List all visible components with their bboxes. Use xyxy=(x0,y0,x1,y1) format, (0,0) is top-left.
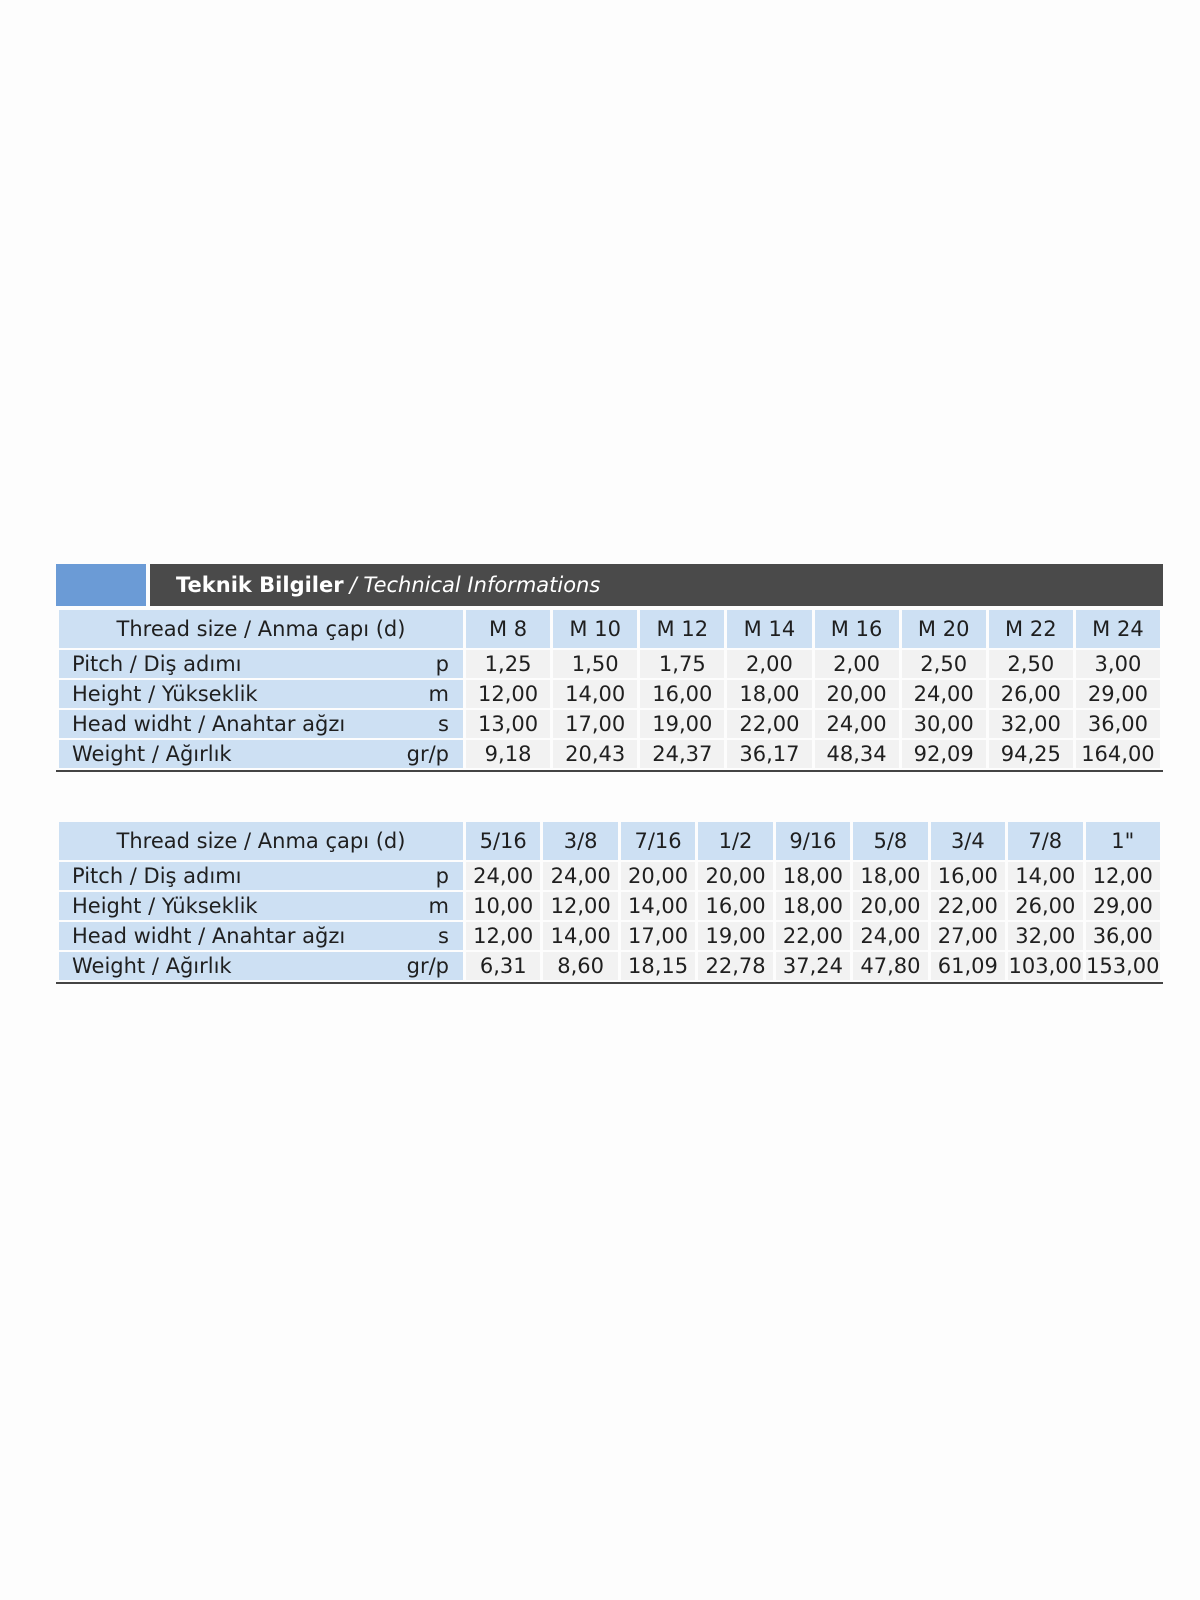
table-row xyxy=(59,922,1160,950)
row-symbol: s xyxy=(438,924,449,948)
value-cell: 2,50 xyxy=(902,650,986,678)
value-cell: 61,09 xyxy=(931,952,1005,980)
value-cell: 22,00 xyxy=(931,892,1005,920)
row-symbol: s xyxy=(438,712,449,736)
thread-size-cell: 3/4 xyxy=(931,822,1005,860)
thread-size-cell: 1" xyxy=(1086,822,1161,860)
value-cell: 6,31 xyxy=(466,952,540,980)
thread-size-label: Thread size / Anma çapı (d) xyxy=(59,610,463,648)
row-label: Weight / Ağırlık xyxy=(72,954,232,978)
value-cell: 164,00 xyxy=(1076,740,1160,768)
header-title-tr: Teknik Bilgiler xyxy=(176,573,344,597)
table-row xyxy=(59,892,1160,920)
row-label-cell xyxy=(59,650,463,678)
section-header xyxy=(56,564,1163,606)
value-cell: 92,09 xyxy=(902,740,986,768)
thread-size-cell: M 22 xyxy=(989,610,1073,648)
row-symbol: p xyxy=(435,652,449,676)
value-cell: 14,00 xyxy=(553,680,637,708)
value-cell: 2,00 xyxy=(815,650,899,678)
row-label: Head widht / Anahtar ağzı xyxy=(72,924,346,948)
value-cell: 3,00 xyxy=(1076,650,1160,678)
value-cell: 20,43 xyxy=(553,740,637,768)
thread-size-cell: M 14 xyxy=(727,610,811,648)
value-cell: 94,25 xyxy=(989,740,1073,768)
value-cell: 14,00 xyxy=(621,892,695,920)
header-accent-block xyxy=(56,564,146,606)
header-title-bar xyxy=(150,564,1163,606)
thread-size-cell: 7/16 xyxy=(621,822,695,860)
thread-size-cell: 5/16 xyxy=(466,822,540,860)
value-cell: 9,18 xyxy=(466,740,550,768)
table-row xyxy=(59,862,1160,890)
thread-size-cell: M 16 xyxy=(815,610,899,648)
row-label-cell xyxy=(59,862,463,890)
value-cell: 8,60 xyxy=(543,952,617,980)
row-symbol: gr/p xyxy=(406,954,449,978)
value-cell: 2,00 xyxy=(727,650,811,678)
value-cell: 36,00 xyxy=(1086,922,1161,950)
table-row xyxy=(59,650,1160,678)
row-label-cell xyxy=(59,892,463,920)
thread-size-cell: M 8 xyxy=(466,610,550,648)
value-cell: 16,00 xyxy=(640,680,724,708)
value-cell: 153,00 xyxy=(1086,954,1160,978)
value-cell: 2,50 xyxy=(989,650,1073,678)
value-cell: 1,25 xyxy=(466,650,550,678)
value-cell: 16,00 xyxy=(931,862,1005,890)
value-cell: 18,00 xyxy=(853,862,927,890)
value-cell: 24,00 xyxy=(853,922,927,950)
table-row xyxy=(59,740,1160,768)
row-label-cell xyxy=(59,740,463,768)
value-cell: 32,00 xyxy=(989,710,1073,738)
value-cell: 20,00 xyxy=(621,862,695,890)
value-cell: 103,00 xyxy=(1008,954,1083,978)
value-cell: 17,00 xyxy=(553,710,637,738)
value-cell: 37,24 xyxy=(776,952,850,980)
inch-spec-table xyxy=(56,820,1163,984)
value-cell: 24,00 xyxy=(543,862,617,890)
value-cell: 12,00 xyxy=(466,680,550,708)
value-cell: 24,00 xyxy=(815,710,899,738)
value-cell: 18,00 xyxy=(776,862,850,890)
thread-size-cell: 1/2 xyxy=(698,822,772,860)
thread-size-cell: 7/8 xyxy=(1008,822,1082,860)
value-cell: 22,00 xyxy=(727,710,811,738)
table-header-row xyxy=(59,610,1160,648)
value-cell: 12,00 xyxy=(466,922,540,950)
value-cell: 12,00 xyxy=(543,892,617,920)
value-cell: 14,00 xyxy=(543,922,617,950)
thread-size-cell: 9/16 xyxy=(776,822,850,860)
value-cell: 36,00 xyxy=(1076,710,1160,738)
thread-size-cell: M 20 xyxy=(902,610,986,648)
value-cell: 16,00 xyxy=(698,892,772,920)
value-cell: 20,00 xyxy=(815,680,899,708)
table-row xyxy=(59,680,1160,708)
value-cell: 14,00 xyxy=(1008,862,1082,890)
value-cell: 19,00 xyxy=(640,710,724,738)
value-cell: 24,00 xyxy=(466,862,540,890)
thread-size-cell: 5/8 xyxy=(853,822,927,860)
row-label-cell xyxy=(59,680,463,708)
value-cell: 26,00 xyxy=(989,680,1073,708)
value-cell: 18,00 xyxy=(727,680,811,708)
row-label-cell xyxy=(59,710,463,738)
table-header-row xyxy=(59,822,1160,860)
value-cell: 18,00 xyxy=(776,892,850,920)
value-cell: 20,00 xyxy=(853,892,927,920)
value-cell: 32,00 xyxy=(1008,922,1082,950)
row-label-cell xyxy=(59,922,463,950)
value-cell: 29,00 xyxy=(1076,680,1160,708)
row-symbol: p xyxy=(435,864,449,888)
value-cell: 22,00 xyxy=(776,922,850,950)
value-cell: 18,15 xyxy=(621,952,695,980)
header-title-en: / Technical Informations xyxy=(349,573,601,597)
value-cell: 26,00 xyxy=(1008,892,1082,920)
value-cell: 10,00 xyxy=(466,892,540,920)
value-cell: 1,75 xyxy=(640,650,724,678)
row-symbol: m xyxy=(428,894,449,918)
metric-spec-table xyxy=(56,608,1163,772)
row-label: Pitch / Diş adımı xyxy=(72,652,242,676)
value-cell: 13,00 xyxy=(466,710,550,738)
value-cell: 47,80 xyxy=(853,952,927,980)
row-label: Height / Yükseklik xyxy=(72,682,258,706)
thread-size-cell: 3/8 xyxy=(543,822,617,860)
table-row xyxy=(59,710,1160,738)
row-label-cell xyxy=(59,952,463,980)
value-cell: 12,00 xyxy=(1086,862,1161,890)
row-label: Height / Yükseklik xyxy=(72,894,258,918)
value-cell: 36,17 xyxy=(727,740,811,768)
value-cell: 27,00 xyxy=(931,922,1005,950)
thread-size-cell: M 10 xyxy=(553,610,637,648)
value-cell: 19,00 xyxy=(698,922,772,950)
value-cell: 20,00 xyxy=(698,862,772,890)
row-label: Head widht / Anahtar ağzı xyxy=(72,712,346,736)
value-cell: 1,50 xyxy=(553,650,637,678)
value-cell: 24,00 xyxy=(902,680,986,708)
value-cell: 24,37 xyxy=(640,740,724,768)
value-cell: 17,00 xyxy=(621,922,695,950)
row-symbol: m xyxy=(428,682,449,706)
row-symbol: gr/p xyxy=(406,742,449,766)
row-label: Weight / Ağırlık xyxy=(72,742,232,766)
row-label: Pitch / Diş adımı xyxy=(72,864,242,888)
thread-size-cell: M 12 xyxy=(640,610,724,648)
table-row xyxy=(59,952,1160,980)
thread-size-cell: M 24 xyxy=(1076,610,1160,648)
value-cell: 30,00 xyxy=(902,710,986,738)
value-cell: 48,34 xyxy=(815,740,899,768)
value-cell: 29,00 xyxy=(1086,892,1161,920)
value-cell: 22,78 xyxy=(698,952,772,980)
thread-size-label: Thread size / Anma çapı (d) xyxy=(59,822,463,860)
